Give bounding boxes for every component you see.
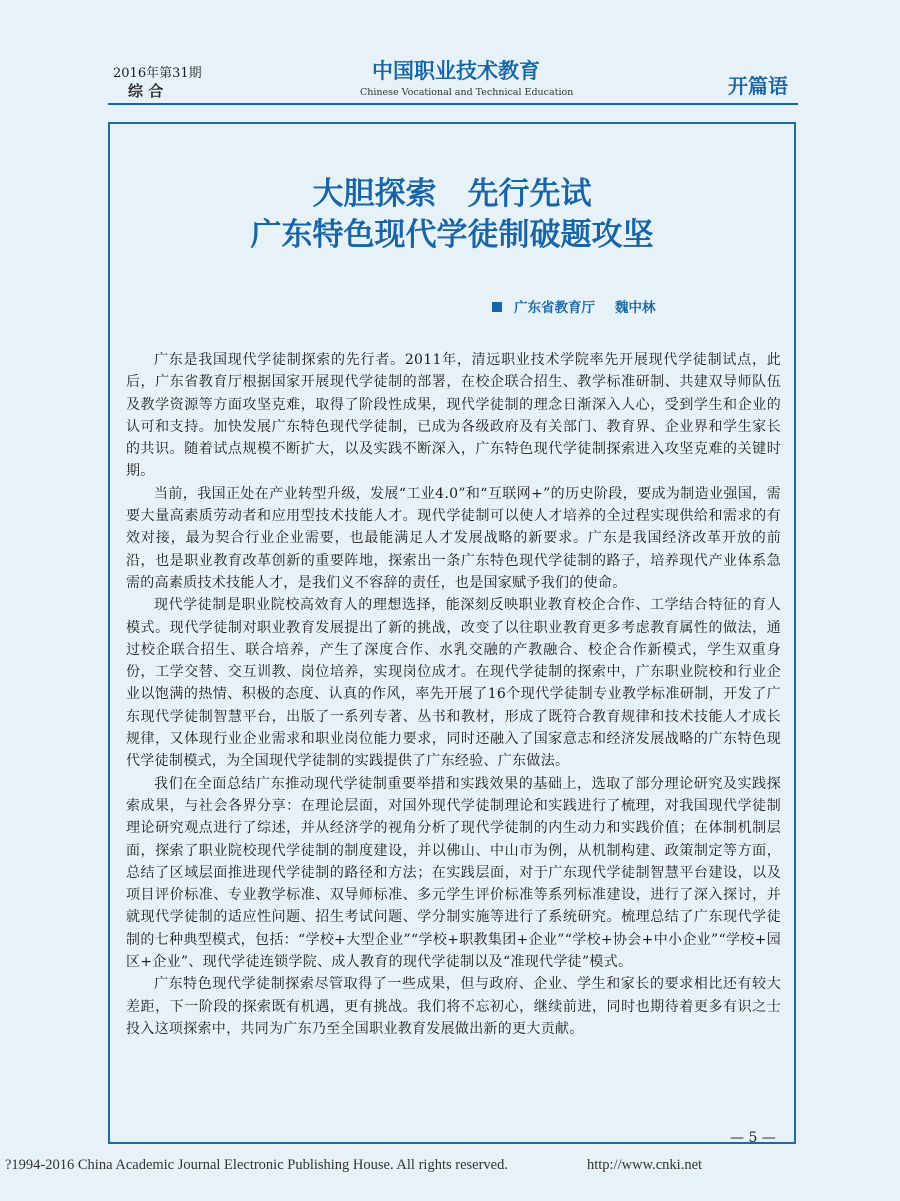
byline [492,296,656,316]
section-label: 综 合 [128,82,164,100]
article-body [126,349,781,1040]
journal-title-english: Chinese Vocational and Technical Education [360,87,574,98]
author-name: 魏中林 [615,300,656,316]
header-divider [108,103,798,105]
journal-masthead [360,58,574,98]
body-paragraph: 当前，我国正处在产业转型升级，发展“工业4.0”和“互联网+”的历史阶段，要成为制造业强国，需要大量高素质劳动者和应用型技术技能人才。现代学徒制可以使人才培养的全过程实现供给和需求的有效对接，最为契合行业企业需要，也最能满足人才发展战略的新要求。广东是我国经济改革开放的前沿，也是职业教育改革创新的重要阵地，探索出一条广东特色现代学徒制的路子，培养现代产业体系急需的高素质技术技能人才，是我们义不容辞的责任，也是国家赋予我们的使命。 [126,485,781,591]
footer-url: http://www.cnki.net [587,1157,703,1173]
body-paragraph: 我们在全面总结广东推动现代学徒制重要举措和实践效果的基础上，选取了部分理论研究及实践探索成果，与社会各界分享：在理论层面，对国外现代学徒制理论和实践进行了梳理，对我国现代学徒制理论研究观点进行了综述，并从经济学的视角分析了现代学徒制的内生动力和实践价值；在体制机制层面，探索了职业院校现代学徒制的制度建设，并以佛山、中山市为例，从机制构建、政策制定等方面，总结了区域层面推进现代学徒制的路径和方法；在实践层面，对于广东现代学徒制智慧平台建设，以及项目评价标准、专业教学标准、双导师标准、多元学生评价标准等系列标准建设，进行了深入探讨，并就现代学徒制的适应性问题、招生考试问题、学分制实施等进行了系统研究。梳理总结了广东现代学徒制的七种典型模式，包括：“学校+大型企业”“学校+职教集团+企业”“学校+协会+中小企业”“学校+园区+企业”、现代学徒连锁学院、成人教育的现代学徒制以及“准现代学徒”模式。 [126,775,781,971]
page-number: — 5 — [730,1130,776,1146]
column-label: 开篇语 [728,74,788,98]
copyright-notice: ?1994-2016 China Academic Journal Electronic Publishing House. All rights reserved. [5,1157,508,1173]
body-paragraph: 现代学徒制是职业院校高效育人的理想选择，能深刻反映职业教育校企合作、工学结合特征的育人模式。现代学徒制对职业教育发展提出了新的挑战，改变了以往职业教育更多考虑教育属性的做法，通过校企联合招生、联合培养，产生了深度合作、水乳交融的产教融合、校企合作新模式，学生双重身份，工学交替、交互训教、岗位培养，实现岗位成才。在现代学徒制的探索中，广东职业院校和行业企业以饱满的热情、积极的态度、认真的作风，率先开展了16个现代学徒制专业教学标准研制，开发了广东现代学徒制智慧平台，出版了一系列专著、丛书和教材，形成了既符合教育规律和技术技能人才成长规律，又体现行业企业需求和职业岗位能力要求，同时还融入了国家意志和经济发展战略的广东特色现代学徒制模式，为全国现代学徒制的实践提供了广东经验、广东做法。 [126,597,781,770]
square-bullet-icon [492,302,502,312]
body-paragraph: 广东特色现代学徒制探索尽管取得了一些成果，但与政府、企业、学生和家长的要求相比还有较大差距，下一阶段的探索既有机遇，更有挑战。我们将不忘初心，继续前进，同时也期待着更多有识之士投入这项探索中，共同为广东乃至全国职业教育发展做出新的更大贡献。 [126,976,781,1037]
journal-title: 中国职业技术教育 [372,59,540,83]
author-affiliation: 广东省教育厅 [514,300,595,316]
article-title-line-2: 广东特色现代学徒制破题攻坚 [250,217,654,253]
article-title-line-1: 大胆探索 先行先试 [312,176,592,212]
body-paragraph: 广东是我国现代学徒制探索的先行者。2011年，清远职业技术学院率先开展现代学徒制试点，此后，广东省教育厅根据国家开展现代学徒制的部署，在校企联合招生、教学标准研制、共建双导师队伍及教学资源等方面攻坚克难，取得了阶段性成果，现代学徒制的理念日渐深入人心，受到学生和企业的认可和支持。加快发展广东特色现代学徒制，已成为各级政府及有关部门、教育界、企业界和学生家长的共识。随着试点规模不断扩大，以及实践不断深入，广东特色现代学徒制探索进入攻坚克难的关键时期。 [126,352,781,480]
issue-label: 2016年第31期 [113,66,202,81]
